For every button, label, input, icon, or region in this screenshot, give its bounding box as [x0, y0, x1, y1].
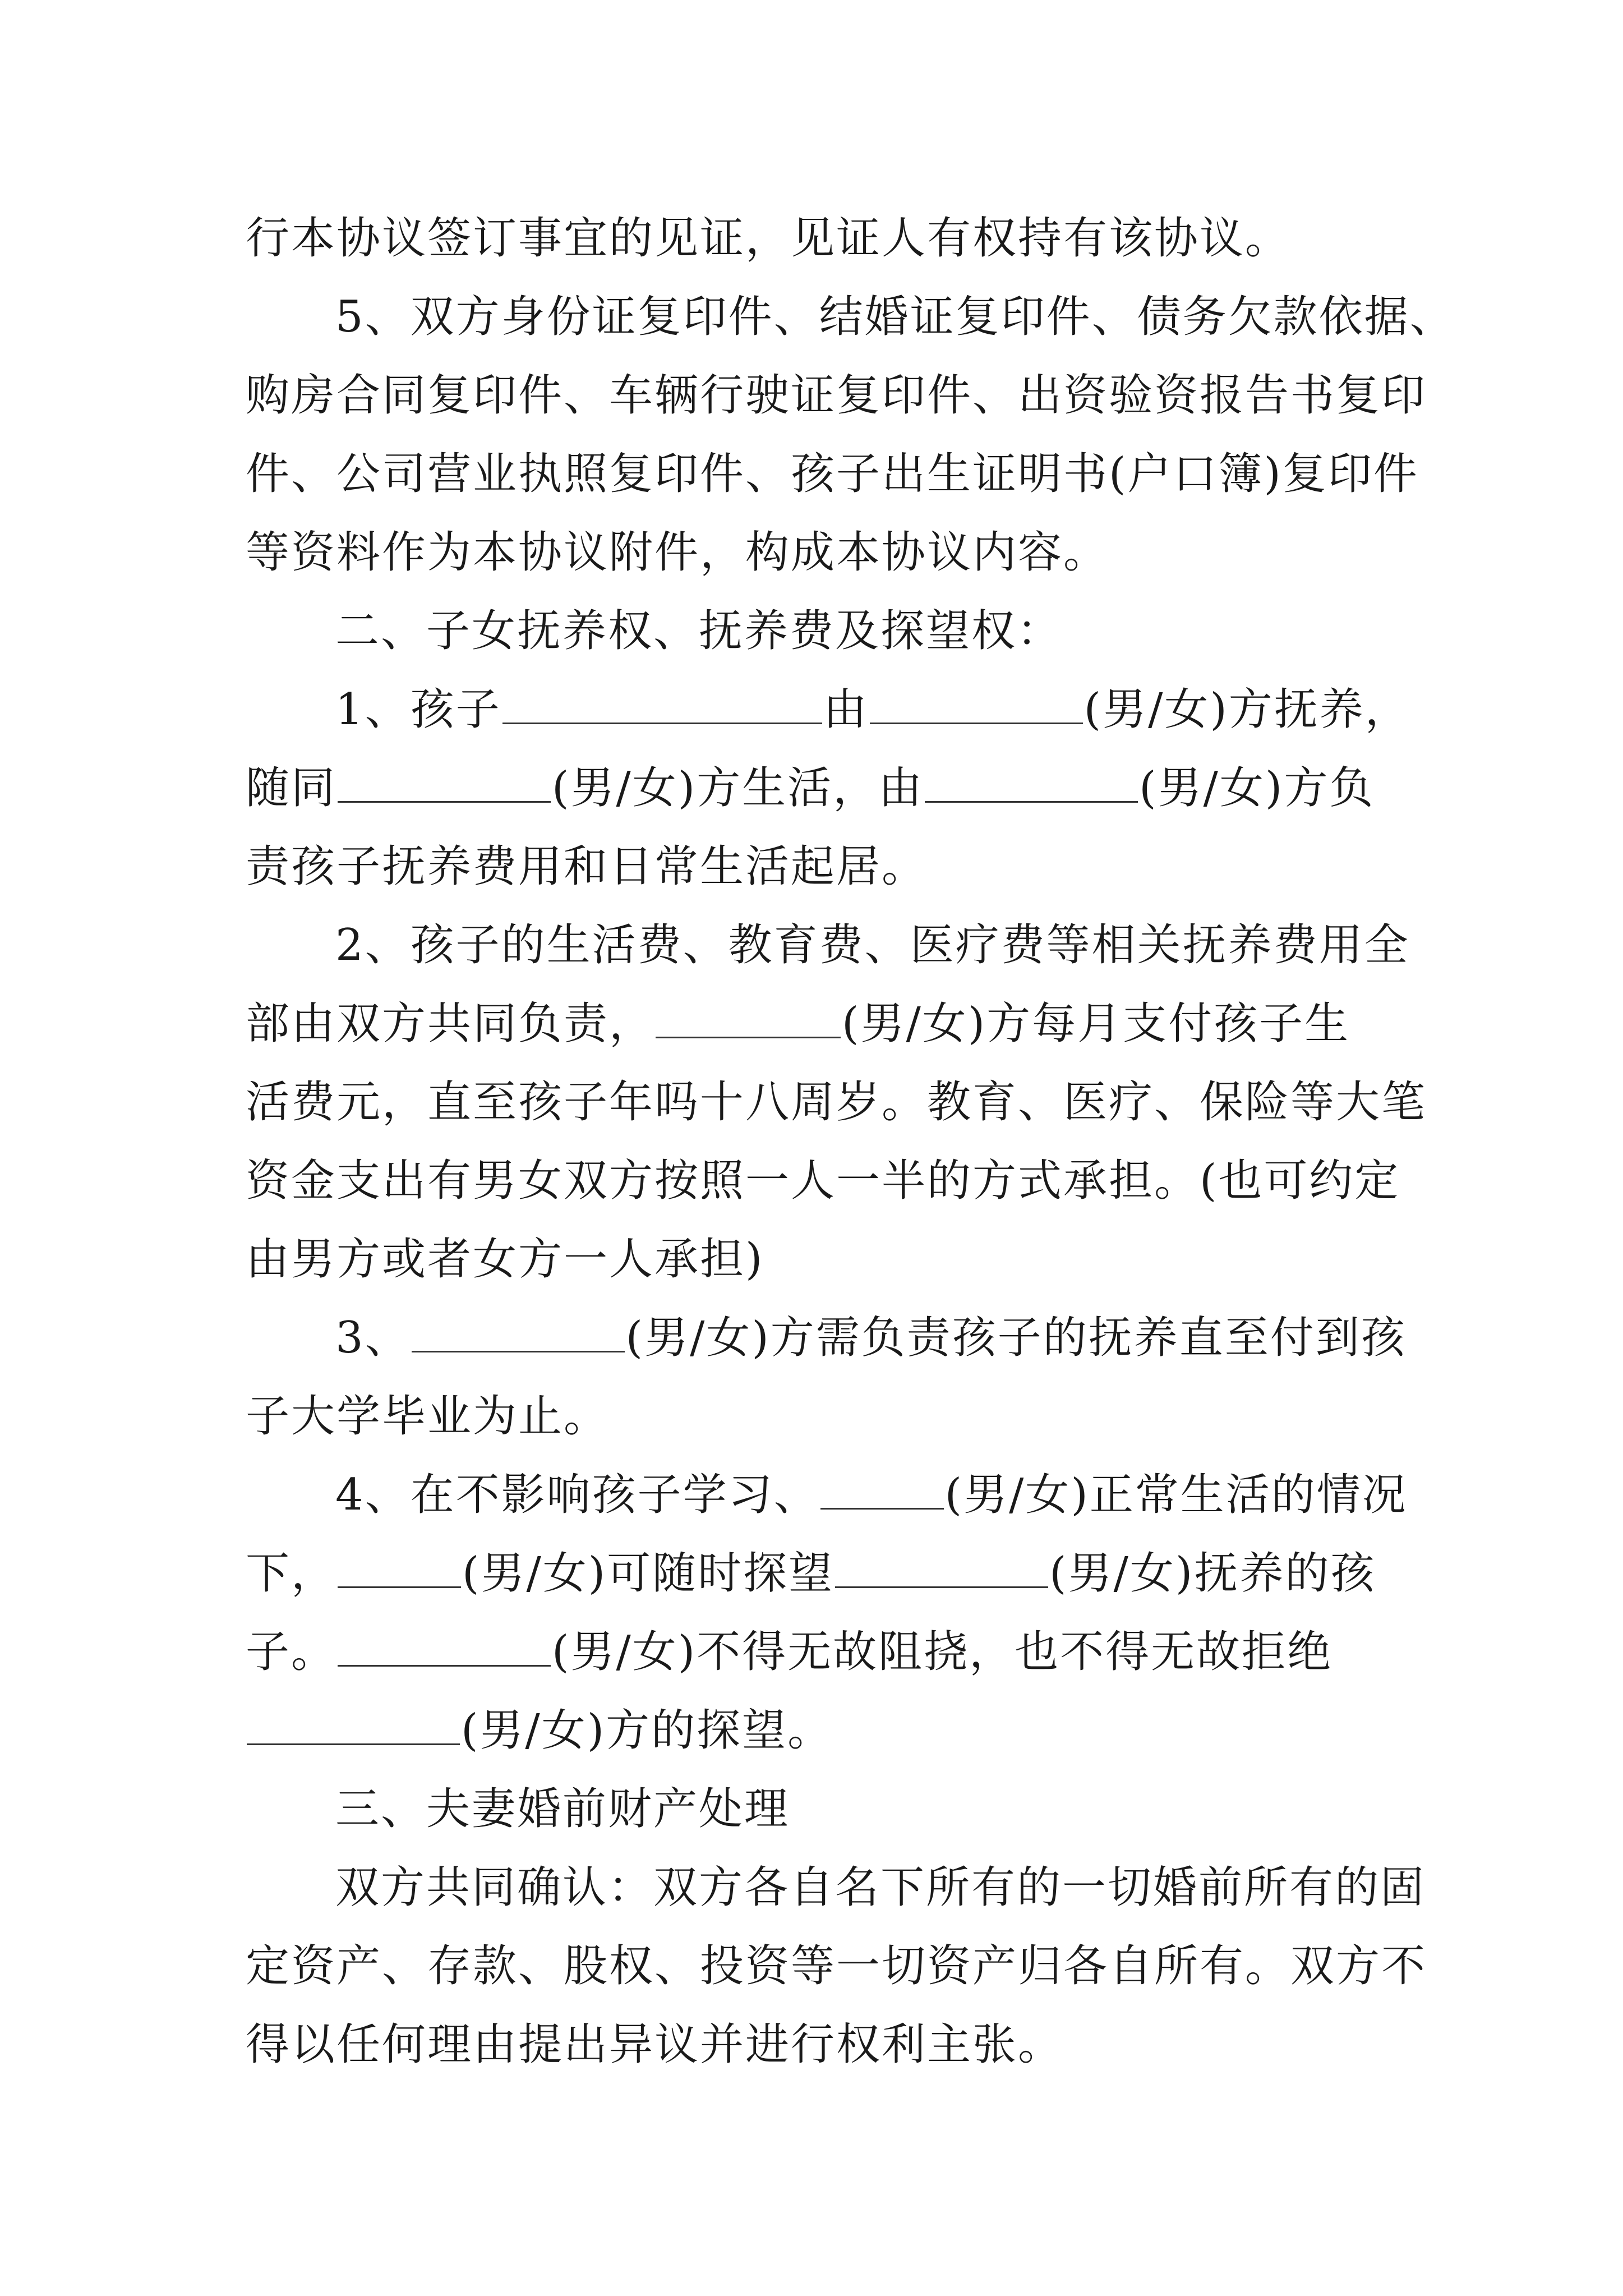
text-segment: 3、 [335, 1313, 411, 1363]
text-segment: 部由双方共同负责， [246, 999, 655, 1049]
paragraph-line [246, 1537, 1376, 1610]
paragraph-line: 定资产、存款、股权、投资等一切资产归各自所有。双方不 [246, 1941, 1427, 1991]
text-segment: 随同 [246, 763, 337, 813]
text-segment: (男/女)方抚养， [1083, 684, 1410, 735]
paragraph-line: 责孩子抚养费用和日常生活起居。 [246, 841, 928, 892]
text-segment: 由 [823, 684, 869, 735]
text-segment: (男/女)方生活，由 [552, 763, 924, 813]
fill-in-blank[interactable] [656, 1001, 841, 1038]
paragraph-line: 件、公司营业执照复印件、孩子出生证明书(户口簿)复印件 [246, 449, 1419, 499]
text-segment: 1、孩子 [335, 684, 501, 735]
paragraph-line: 行本协议签订事宜的见证，见证人有权持有该协议。 [246, 213, 1291, 264]
fill-in-blank[interactable] [338, 1629, 551, 1667]
section-heading: 二、子女抚养权、抚养费及探望权： [335, 606, 1063, 656]
paragraph-line: 得以任何理由提出异议并进行权利主张。 [246, 2019, 1064, 2070]
fill-in-blank[interactable] [820, 1472, 944, 1510]
paragraph-line: 资金支出有男女双方按照一人一半的方式承担。(也可约定 [246, 1156, 1400, 1206]
fill-in-blank[interactable] [925, 765, 1138, 803]
text-segment: (男/女)方每月支付孩子生 [842, 999, 1350, 1049]
paragraph-line: 2、孩子的生活费、教育费、医疗费等相关抚养费用全 [335, 920, 1410, 970]
text-segment: (男/女)正常生活的情况 [944, 1470, 1408, 1520]
text-segment: 子。 [246, 1627, 337, 1677]
fill-in-blank[interactable] [870, 687, 1083, 724]
paragraph-line [246, 1694, 833, 1767]
fill-in-blank[interactable] [338, 1550, 461, 1588]
paragraph-line: 购房合同复印件、车辆行驶证复印件、出资验资报告书复印 [246, 370, 1427, 421]
paragraph-line: 5、双方身份证复印件、结婚证复印件、债务欠款依据、 [335, 292, 1455, 342]
paragraph-line: 双方共同确认：双方各自名下所有的一切婚前所有的固 [335, 1862, 1426, 1913]
fill-in-blank[interactable] [412, 1315, 625, 1352]
paragraph-line: 等资料作为本协议附件，构成本协议内容。 [246, 527, 1109, 578]
text-segment: (男/女)可随时探望 [462, 1548, 834, 1599]
paragraph-line [246, 1616, 1332, 1688]
text-segment: (男/女)方的探望。 [461, 1705, 833, 1756]
fill-in-blank[interactable] [502, 687, 822, 724]
section-heading: 三、夫妻婚前财产处理 [335, 1784, 790, 1834]
paragraph-line [335, 673, 1410, 746]
fill-in-blank[interactable] [338, 765, 551, 803]
text-segment: 4、在不影响孩子学习、 [335, 1470, 819, 1520]
paragraph-line [335, 1458, 1408, 1531]
paragraph-line: 子大学毕业为止。 [246, 1391, 610, 1442]
text-segment: (男/女)抚养的孩 [1049, 1548, 1376, 1599]
paragraph-line [246, 752, 1375, 825]
text-segment: (男/女)方需负责孩子的抚养直至付到孩 [625, 1313, 1407, 1363]
text-segment: (男/女)方负 [1139, 763, 1375, 813]
paragraph-line [246, 987, 1350, 1060]
paragraph-line [335, 1301, 1407, 1374]
text-segment: 下， [246, 1548, 337, 1599]
fill-in-blank[interactable] [247, 1708, 460, 1745]
text-segment: (男/女)不得无故阻挠，也不得无故拒绝 [552, 1627, 1333, 1677]
paragraph-line: 由男方或者女方一人承担) [246, 1234, 764, 1285]
fill-in-blank[interactable] [835, 1550, 1048, 1588]
paragraph-line: 活费元，直至孩子年吗十八周岁。教育、医疗、保险等大笔 [246, 1077, 1427, 1128]
